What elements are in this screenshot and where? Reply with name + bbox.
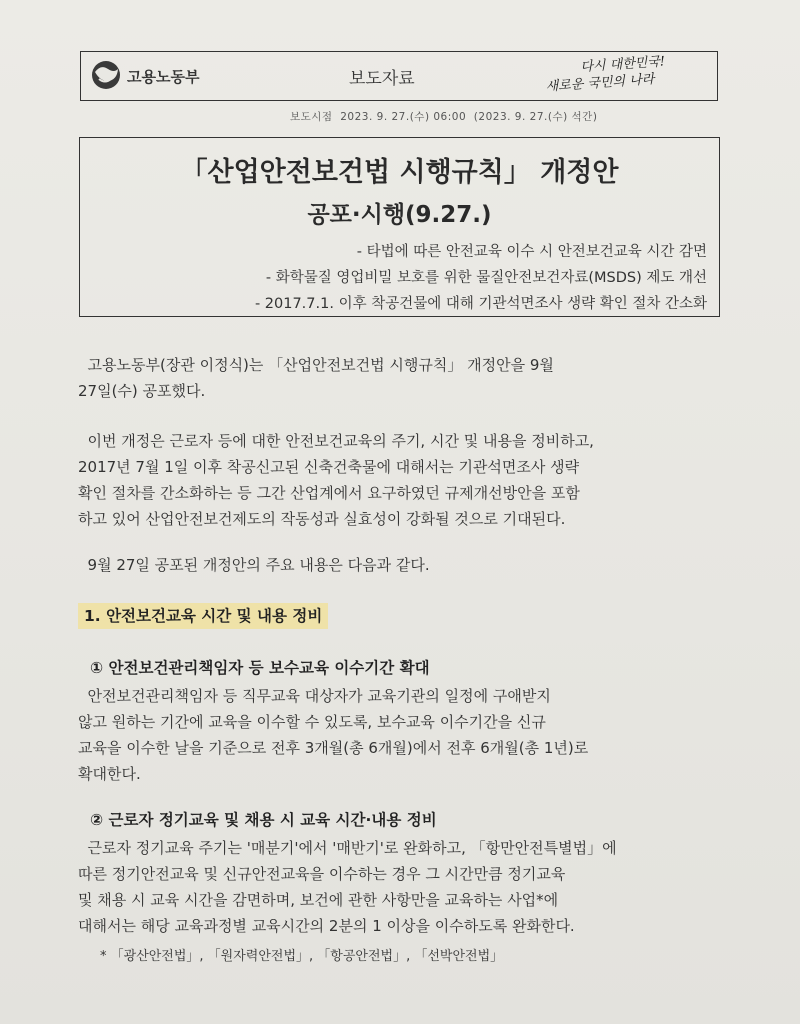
section-1-heading: 1. 안전보건교육 시간 및 내용 정비 <box>78 603 328 629</box>
ministry-name: 고용노동부 <box>127 68 200 86</box>
slogan-line-1: 다시 대한민국! <box>579 54 666 76</box>
paragraph-line: 확대한다. <box>78 765 141 783</box>
title-line-1: 「산업안전보건법 시행규칙」 개정안 <box>180 157 619 188</box>
title-box <box>79 137 720 317</box>
paragraph-line: 및 채용 시 교육 시간을 감면하며, 보건에 관한 사항만을 교육하는 사업*에 <box>78 891 559 909</box>
paragraph-line: 9월 27일 공포된 개정안의 주요 내용은 다음과 같다. <box>78 556 430 574</box>
paragraph-line: 27일(수) 공포했다. <box>78 382 206 400</box>
document-type: 보도자료 <box>349 69 415 89</box>
paragraph-line: 따른 정기안전교육 및 신규안전교육을 이수하는 경우 그 시간만큼 정기교육 <box>78 865 566 883</box>
paragraph-3 <box>78 552 721 578</box>
release-time: 보도시점 2023. 9. 27.(수) 06:00 (2023. 9. 27.(수) 석간) <box>290 111 598 123</box>
paragraph-line: 대해서는 해당 교육과정별 교육시간의 2분의 1 이상을 이수하도록 완화한다. <box>78 917 575 935</box>
paragraph-2 <box>78 428 721 532</box>
subsection-2-text <box>78 835 721 939</box>
paragraph-line: 근로자 정기교육 주기는 '매분기'에서 '매반기'로 완화하고, 「항만안전특별법」에 <box>78 839 617 857</box>
paragraph-1 <box>78 352 721 404</box>
title-sub-3: - 2017.7.1. 이후 착공건물에 대해 기관석면조사 생략 확인 절차 간소화 <box>254 296 707 312</box>
paragraph-line: 확인 절차를 간소화하는 등 그간 산업계에서 요구하였던 규제개선방안을 포함 <box>78 484 580 502</box>
subsection-1-heading: ① 안전보건관리책임자 등 보수교육 이수기간 확대 <box>90 659 430 677</box>
subsection-1-text <box>78 683 721 787</box>
press-header <box>80 51 718 101</box>
paragraph-line: 안전보건관리책임자 등 직무교육 대상자가 교육기관의 일정에 구애받지 <box>78 687 551 705</box>
paragraph-line: 이번 개정은 근로자 등에 대한 안전보건교육의 주기, 시간 및 내용을 정비하고, <box>78 432 594 450</box>
slogan-line-2: 새로운 국민의 나라 <box>545 72 655 95</box>
subsection-2-heading: ② 근로자 정기교육 및 채용 시 교육 시간·내용 정비 <box>90 811 437 829</box>
title-line-2: 공포·시행(9.27.) <box>307 202 492 228</box>
paragraph-line: 하고 있어 산업안전보건제도의 작동성과 실효성이 강화될 것으로 기대된다. <box>78 510 566 528</box>
taegeuk-logo-icon <box>91 60 121 90</box>
title-sub-2: - 화학물질 영업비밀 보호를 위한 물질안전보건자료(MSDS) 제도 개선 <box>265 270 707 286</box>
paragraph-line: 고용노동부(장관 이정식)는 「산업안전보건법 시행규칙」 개정안을 9월 <box>78 356 554 374</box>
slogan-calligraphy <box>540 50 712 96</box>
footnote: * 「광산안전법」, 「원자력안전법」, 「항공안전법」, 「선박안전법」 <box>100 949 504 964</box>
paragraph-line: 교육을 이수한 날을 기준으로 전후 3개월(총 6개월)에서 전후 6개월(총 1년)로 <box>78 739 589 757</box>
paragraph-line: 2017년 7월 1일 이후 착공신고된 신축건축물에 대해서는 기관석면조사 생략 <box>78 458 580 476</box>
title-sub-1: - 타법에 따른 안전교육 이수 시 안전보건교육 시간 감면 <box>356 244 707 260</box>
paragraph-line: 않고 원하는 기간에 교육을 이수할 수 있도록, 보수교육 이수기간을 신규 <box>78 713 546 731</box>
